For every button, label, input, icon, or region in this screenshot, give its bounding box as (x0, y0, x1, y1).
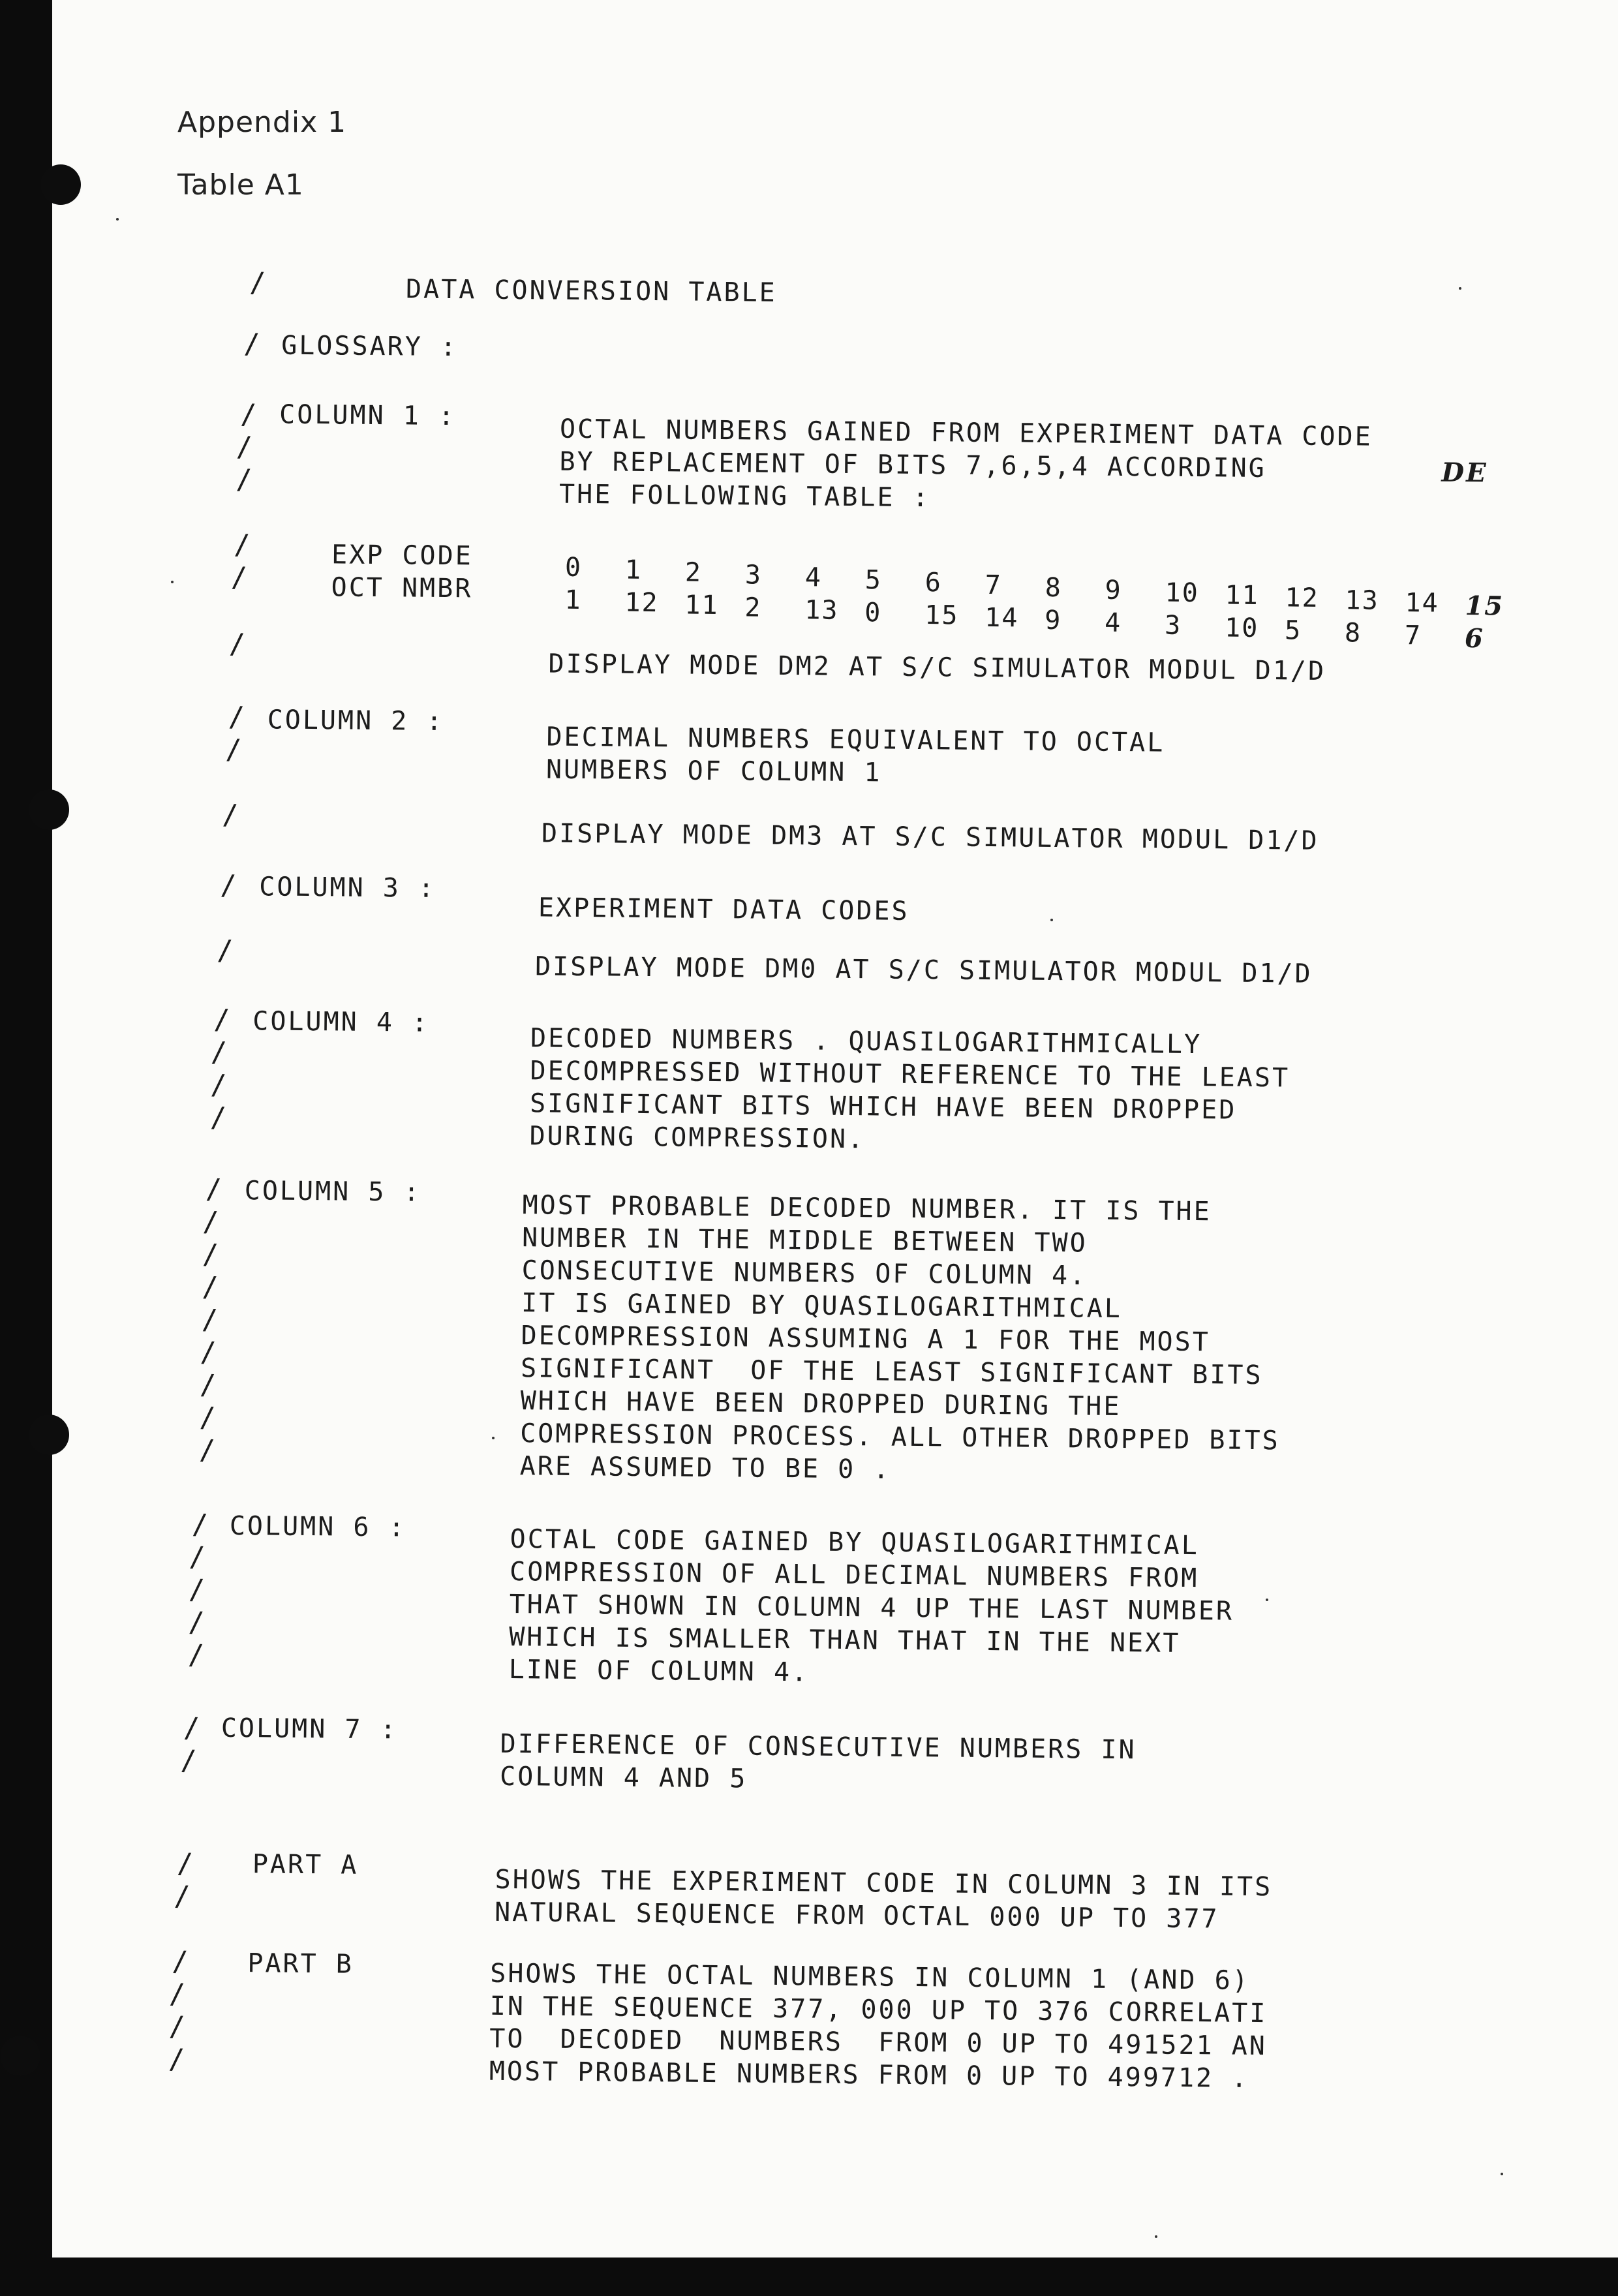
slash-mark: / (230, 560, 248, 594)
exp-code-cell: 12 (1285, 583, 1319, 613)
slash-mark: / (198, 1433, 216, 1466)
oct-number-cell: 8 (1344, 618, 1362, 649)
slash-mark: / (200, 1336, 217, 1368)
column-5-label: COLUMN 5 : (244, 1176, 421, 1208)
slash-mark: / (220, 868, 237, 901)
exp-code-cell: 3 (744, 560, 763, 590)
slash-mark: / (174, 1880, 191, 1912)
slash-mark: / (199, 1368, 217, 1401)
slash-mark: / (168, 2010, 185, 2043)
column-2-label: COLUMN 2 : (267, 705, 444, 737)
table-title: DATA CONVERSION TABLE (405, 274, 777, 308)
oct-number-cell: 5 (1284, 615, 1302, 646)
slash-mark: / (234, 528, 251, 561)
exp-code-cell: 6 (924, 568, 943, 598)
part-b-text: SHOWS THE OCTAL NUMBERS IN COLUMN 1 (AND 6) IN THE SEQUENCE 377, 000 UP TO 376 CORRELATI TO DECODED NUMBERS FROM 0 UP TO 491521 AN MOST PROBABLE NUMBERS FROM 0 UP TO 499712 . (489, 1958, 1268, 2094)
slash-mark: / (199, 1401, 216, 1433)
slash-mark: / (222, 798, 239, 831)
slash-mark: / (213, 1003, 230, 1035)
scan-speck (171, 581, 174, 583)
oct-number-cell: 4 (1104, 607, 1122, 638)
oct-number-cell: 6 (1464, 622, 1485, 654)
slash-mark: / (168, 2043, 185, 2075)
appendix-heading: Appendix 1 (177, 106, 347, 139)
slash-mark: / (210, 1068, 227, 1101)
slash-mark: / (183, 1711, 200, 1744)
slash-mark: / (191, 1508, 209, 1540)
slash-mark: / (210, 1035, 228, 1068)
column-3-text: EXPERIMENT DATA CODES (538, 893, 909, 926)
column-7-text: DIFFERENCE OF CONSECUTIVE NUMBERS IN COLUMN 4 AND 5 (499, 1728, 1137, 1794)
slash-mark: / (236, 430, 253, 463)
slash-mark: / (168, 1978, 186, 2010)
slash-mark: / (228, 627, 246, 660)
display-mode-dm0: DISPLAY MODE DM0 AT S/C SIMULATOR MODUL D1/D (534, 951, 1313, 989)
column-6-text: OCTAL CODE GAINED BY QUASILOGARITHMICAL COMPRESSION OF ALL DECIMAL NUMBERS FROM THAT SHOWN IN COLUMN 4 UP THE LAST NUMBER WHICH IS SMALLER THAN THAT IN THE NEXT LINE OF COLUMN 4. (508, 1524, 1234, 1688)
exp-code-cell: 8 (1045, 572, 1063, 604)
exp-code-cell: 2 (684, 557, 703, 588)
scan-speck (492, 1437, 495, 1439)
exp-code-cell: 0 (564, 552, 583, 583)
slash-mark: / (235, 463, 252, 496)
exp-code-cell: 7 (985, 570, 1003, 601)
oct-number-cell: 13 (804, 595, 839, 626)
scan-speck (1050, 919, 1053, 921)
oct-number-cell: 2 (744, 592, 762, 623)
slash-mark: / (180, 1744, 197, 1777)
exp-code-cell: 11 (1225, 580, 1259, 611)
column-4-text: DECODED NUMBERS . QUASILOGARITHMICALLY DECOMPRESSED WITHOUT REFERENCE TO THE LEAST SIGNIFICANT BITS WHICH HAVE BEEN DROPPED DURING COMPRESSION. (529, 1023, 1290, 1155)
glossary-label: GLOSSARY : (281, 330, 459, 363)
exp-code-cell: 14 (1405, 588, 1439, 619)
exp-code-cell: 5 (864, 565, 883, 596)
slash-mark: / (202, 1270, 219, 1303)
part-a-label: PART A (252, 1849, 359, 1880)
slash-mark: / (243, 328, 260, 360)
oct-number-cell: 9 (1044, 605, 1062, 636)
oct-number-cell: 0 (864, 598, 882, 628)
column-5-text: MOST PROBABLE DECODED NUMBER. IT IS THE NUMBER IN THE MIDDLE BETWEEN TWO CONSECUTIVE NUMBERS OF COLUMN 4. IT IS GAINED BY QUASILOGARITHMICAL DECOMPRESSION ASSUMING A 1 FOR THE MOST SIGNIFICANT OF THE LEAST SIGNIFICANT BITS WHICH HAVE BEEN DROPPED DURING THE COMPRESSION PROCESS. ALL OTHER DROPPED BITS ARE ASSUMED TO BE 0 . (519, 1190, 1280, 1485)
scan-speck (1266, 1599, 1268, 1601)
part-b-label: PART B (247, 1948, 354, 1980)
slash-mark: / (201, 1303, 219, 1336)
slash-mark: / (187, 1638, 205, 1671)
slash-mark: / (209, 1101, 227, 1133)
slash-mark: / (239, 397, 257, 431)
oct-number-cell: 10 (1224, 613, 1259, 643)
slash-mark: / (188, 1606, 205, 1638)
scan-speck (1155, 2235, 1157, 2238)
scan-speck (1459, 287, 1461, 290)
slash-mark: / (225, 733, 242, 766)
slash-mark: / (205, 1172, 222, 1205)
oct-number-label: OCT NMBR (331, 572, 473, 604)
slash-mark: / (176, 1847, 194, 1880)
display-mode-dm3: DISPLAY MODE DM3 AT S/C SIMULATOR MODUL D1/D (541, 818, 1319, 856)
column-4-label: COLUMN 4 : (252, 1006, 430, 1038)
exp-code-cell: 9 (1105, 575, 1122, 605)
slash-mark: / (202, 1238, 219, 1270)
column-1-handwritten: DE (1441, 457, 1488, 489)
oct-number-cell: 7 (1404, 620, 1422, 651)
exp-code-label: EXP CODE (331, 540, 473, 572)
slash-mark: / (217, 934, 234, 966)
exp-code-cell: 4 (804, 562, 823, 593)
column-7-label: COLUMN 7 : (221, 1713, 398, 1745)
column-1-label: COLUMN 1 : (279, 399, 457, 432)
scan-speck (1501, 2173, 1503, 2175)
oct-number-cell: 3 (1164, 610, 1182, 641)
column-3-label: COLUMN 3 : (259, 872, 436, 904)
column-2-text: DECIMAL NUMBERS EQUIVALENT TO OCTAL NUMBERS OF COLUMN 1 (545, 722, 1165, 788)
column-6-label: COLUMN 6 : (229, 1510, 406, 1543)
oct-number-cell: 1 (564, 585, 582, 616)
slash-mark: / (189, 1540, 206, 1573)
slash-mark: / (249, 266, 266, 299)
exp-code-cell: 10 (1165, 577, 1200, 609)
display-mode-dm2: DISPLAY MODE DM2 AT S/C SIMULATOR MODUL D1/D (548, 649, 1326, 686)
slash-mark: / (172, 1945, 189, 1978)
oct-number-cell: 11 (684, 590, 719, 621)
slash-mark: / (228, 700, 245, 733)
oct-number-cell: 12 (624, 587, 659, 619)
slash-mark: / (188, 1573, 206, 1606)
column-1-text: OCTAL NUMBERS GAINED FROM EXPERIMENT DATA CODE BY REPLACEMENT OF BITS 7,6,5,4 ACCORDING THE FOLLOWING TABLE : (558, 414, 1373, 513)
exp-code-cell: 13 (1345, 585, 1379, 616)
part-a-text: SHOWS THE EXPERIMENT CODE IN COLUMN 3 IN ITS NATURAL SEQUENCE FROM OCTAL 000 UP TO 377 (494, 1864, 1273, 1935)
slash-mark: / (202, 1205, 219, 1238)
scan-speck (116, 218, 119, 221)
table-id: Table A1 (177, 168, 304, 202)
exp-code-cell: 15 (1465, 590, 1504, 622)
exp-code-cell: 1 (624, 555, 643, 585)
oct-number-cell: 15 (924, 600, 959, 631)
oct-number-cell: 14 (985, 602, 1019, 634)
